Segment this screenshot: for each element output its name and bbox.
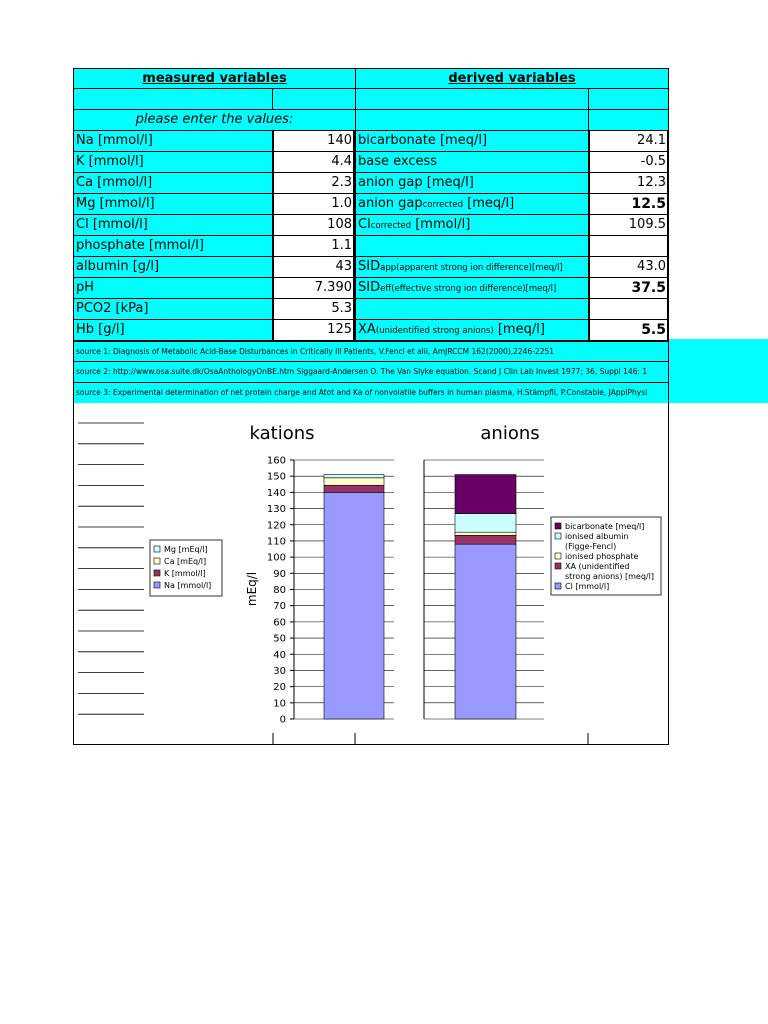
measured-value-input[interactable]: 43 <box>272 257 355 278</box>
derived-label <box>355 194 588 215</box>
measured-value-input[interactable]: 140 <box>272 131 355 152</box>
derived-label <box>355 320 588 341</box>
legend-label: ionised albumin <box>565 532 629 541</box>
y-tick-label: 30 <box>273 665 286 677</box>
data-row <box>73 299 669 320</box>
measured-value-input[interactable]: 1.0 <box>272 194 355 215</box>
data-row <box>73 320 669 341</box>
legend-label: Na [mmol/l] <box>164 581 212 590</box>
derived-label <box>355 215 588 236</box>
legend-swatch <box>555 563 561 569</box>
bar-segment <box>324 475 384 478</box>
data-row <box>73 215 669 236</box>
y-tick-label: 120 <box>266 520 286 532</box>
derived-label-subscript: eff(effective strong ion difference)[meq/l] <box>380 284 557 294</box>
derived-label-subscript: app(apparent strong ion difference)[meq/l] <box>380 263 563 273</box>
bar-segment <box>455 475 516 514</box>
derived-label <box>355 236 588 257</box>
data-row <box>73 236 669 257</box>
measured-value-input[interactable]: 125 <box>272 320 355 341</box>
prompt-text: please enter the values: <box>73 110 355 131</box>
derived-label <box>355 299 588 320</box>
derived-label <box>355 257 588 278</box>
measured-value-input[interactable]: 7.390 <box>272 278 355 299</box>
y-tick-label: 150 <box>266 471 286 483</box>
derived-label-text: bicarbonate [meq/l] <box>358 133 488 148</box>
measured-label: PCO2 [kPa] <box>73 299 272 320</box>
legend-swatch <box>154 558 160 564</box>
data-row <box>73 152 669 173</box>
y-tick-label: 60 <box>273 617 286 629</box>
data-row <box>73 278 669 299</box>
source-2: source 2: http://www.osa.suite.dk/OsaAnthologyOnBE.htm Siggaard-Andersen O. The Van Slyke equation. Scand J Clin Lab Invest 1977; 36, Suppl 146: 1 <box>73 362 669 383</box>
spreadsheet <box>73 68 669 404</box>
blank-cell[interactable] <box>272 89 355 110</box>
source-row <box>73 383 669 404</box>
source-1: source 1: Diagnosis of Metabolic Acid-Base Disturbances in Critically Ill Patients, V.Fencl et alii, AmJRCCM 162(2000),2246-2251 <box>73 341 669 362</box>
legend-swatch <box>555 553 561 559</box>
derived-value: 37.5 <box>588 278 669 299</box>
bar-segment <box>455 544 516 719</box>
derived-value: 43.0 <box>588 257 669 278</box>
blank-row <box>73 89 669 110</box>
data-row <box>73 194 669 215</box>
derived-label-text: base excess <box>358 154 438 169</box>
y-tick-label: 10 <box>273 698 286 710</box>
legend-swatch <box>555 523 561 529</box>
source-3: source 3: Experimental determination of net protein charge and Atot and Ka of nonvolatile buffers in human plasma, H.Stämpfli, P.Constable, JApplPhysi <box>73 383 669 404</box>
data-row <box>73 173 669 194</box>
legend-swatch <box>154 570 160 576</box>
blank-cell[interactable] <box>355 110 588 131</box>
derived-label-text: anion gap [meq/l] <box>358 175 474 190</box>
bar-segment <box>455 532 516 535</box>
y-tick-label: 160 <box>266 455 286 467</box>
blank-cell[interactable] <box>588 89 669 110</box>
legend-label: Cl [mmol/l] <box>565 582 610 591</box>
legend-swatch <box>555 533 561 539</box>
derived-label-subscript: corrected <box>422 200 464 210</box>
legend-label: ionised phosphate <box>565 552 639 561</box>
measured-header: measured variables <box>73 68 355 89</box>
derived-value: 12.5 <box>588 194 669 215</box>
data-row <box>73 257 669 278</box>
chart-title: kations <box>249 423 315 444</box>
y-tick-label: 0 <box>279 714 286 726</box>
source-row <box>73 341 669 362</box>
derived-value <box>588 299 669 320</box>
y-tick-label: 100 <box>266 552 286 564</box>
derived-value <box>588 236 669 257</box>
derived-label-unit: [meq/l] <box>497 322 545 337</box>
derived-label-unit: [mmol/l] <box>415 217 471 232</box>
y-tick-label: 110 <box>266 536 286 548</box>
y-tick-label: 90 <box>273 568 286 580</box>
legend-swatch <box>154 546 160 552</box>
derived-value: 109.5 <box>588 215 669 236</box>
legend-swatch <box>154 582 160 588</box>
measured-label: pH <box>73 278 272 299</box>
legend-label: Ca [mEq/l] <box>164 557 207 566</box>
derived-label <box>355 152 588 173</box>
measured-value-input[interactable]: 4.4 <box>272 152 355 173</box>
derived-label-unit: [meq/l] <box>467 196 515 211</box>
derived-label <box>355 278 588 299</box>
chart-area <box>73 403 669 745</box>
derived-value: 12.3 <box>588 173 669 194</box>
measured-value-input[interactable]: 1.1 <box>272 236 355 257</box>
y-tick-label: 20 <box>273 682 286 694</box>
measured-label: Cl [mmol/l] <box>73 215 272 236</box>
y-tick-label: 40 <box>273 649 286 661</box>
y-tick-label: 130 <box>266 504 286 516</box>
derived-header: derived variables <box>355 68 669 89</box>
header-row <box>73 68 669 89</box>
prompt-row <box>73 110 669 131</box>
measured-label: K [mmol/l] <box>73 152 272 173</box>
blank-cell[interactable] <box>73 89 272 110</box>
derived-label <box>355 131 588 152</box>
derived-value: 5.5 <box>588 320 669 341</box>
y-tick-label: 50 <box>273 633 286 645</box>
bar-segment <box>455 514 516 533</box>
legend-label: strong anions) [meq/l] <box>565 572 654 581</box>
derived-label-text: anion gap <box>358 196 423 211</box>
derived-label <box>355 173 588 194</box>
measured-value-input[interactable]: 2.3 <box>272 173 355 194</box>
blank-cell[interactable] <box>588 110 669 131</box>
chart-title: anions <box>480 423 540 444</box>
legend-swatch <box>555 583 561 589</box>
derived-label-text: SID <box>358 259 381 274</box>
bar-segment <box>324 478 384 485</box>
measured-value-input[interactable]: 108 <box>272 215 355 236</box>
legend-label: Mg [mEq/l] <box>164 545 208 554</box>
measured-label: phosphate [mmol/l] <box>73 236 272 257</box>
legend-label: bicarbonate [meq/l] <box>565 522 645 531</box>
y-tick-label: 80 <box>273 585 286 596</box>
chart-svg <box>74 403 670 745</box>
cyan-fill <box>669 339 768 403</box>
y-tick-label: 140 <box>266 487 286 499</box>
bar-segment <box>324 492 384 719</box>
derived-value: 24.1 <box>588 131 669 152</box>
measured-label: Hb [g/l] <box>73 320 272 341</box>
derived-label-text: Cl <box>358 217 371 232</box>
derived-label-subscript: corrected <box>370 221 412 231</box>
data-row <box>73 131 669 152</box>
legend-label: K [mmol/l] <box>164 569 206 578</box>
legend-label: (Figge-Fencl) <box>565 542 617 551</box>
bar-segment <box>455 535 516 544</box>
y-tick-label: 70 <box>273 601 286 613</box>
derived-label-subscript: (unidentified strong anions) <box>375 326 494 336</box>
derived-label-text: XA <box>358 322 376 337</box>
derived-label-text: SID <box>358 280 381 295</box>
legend-label: XA (unidentified <box>565 562 630 571</box>
measured-label: Ca [mmol/l] <box>73 173 272 194</box>
measured-label: Na [mmol/l] <box>73 131 272 152</box>
measured-label: Mg [mmol/l] <box>73 194 272 215</box>
measured-label: albumin [g/l] <box>73 257 272 278</box>
measured-value-input[interactable]: 5.3 <box>272 299 355 320</box>
y-axis-label: mEq/l <box>245 571 259 607</box>
derived-value: -0.5 <box>588 152 669 173</box>
source-row <box>73 362 669 383</box>
bar-segment <box>324 485 384 492</box>
blank-cell[interactable] <box>355 89 588 110</box>
